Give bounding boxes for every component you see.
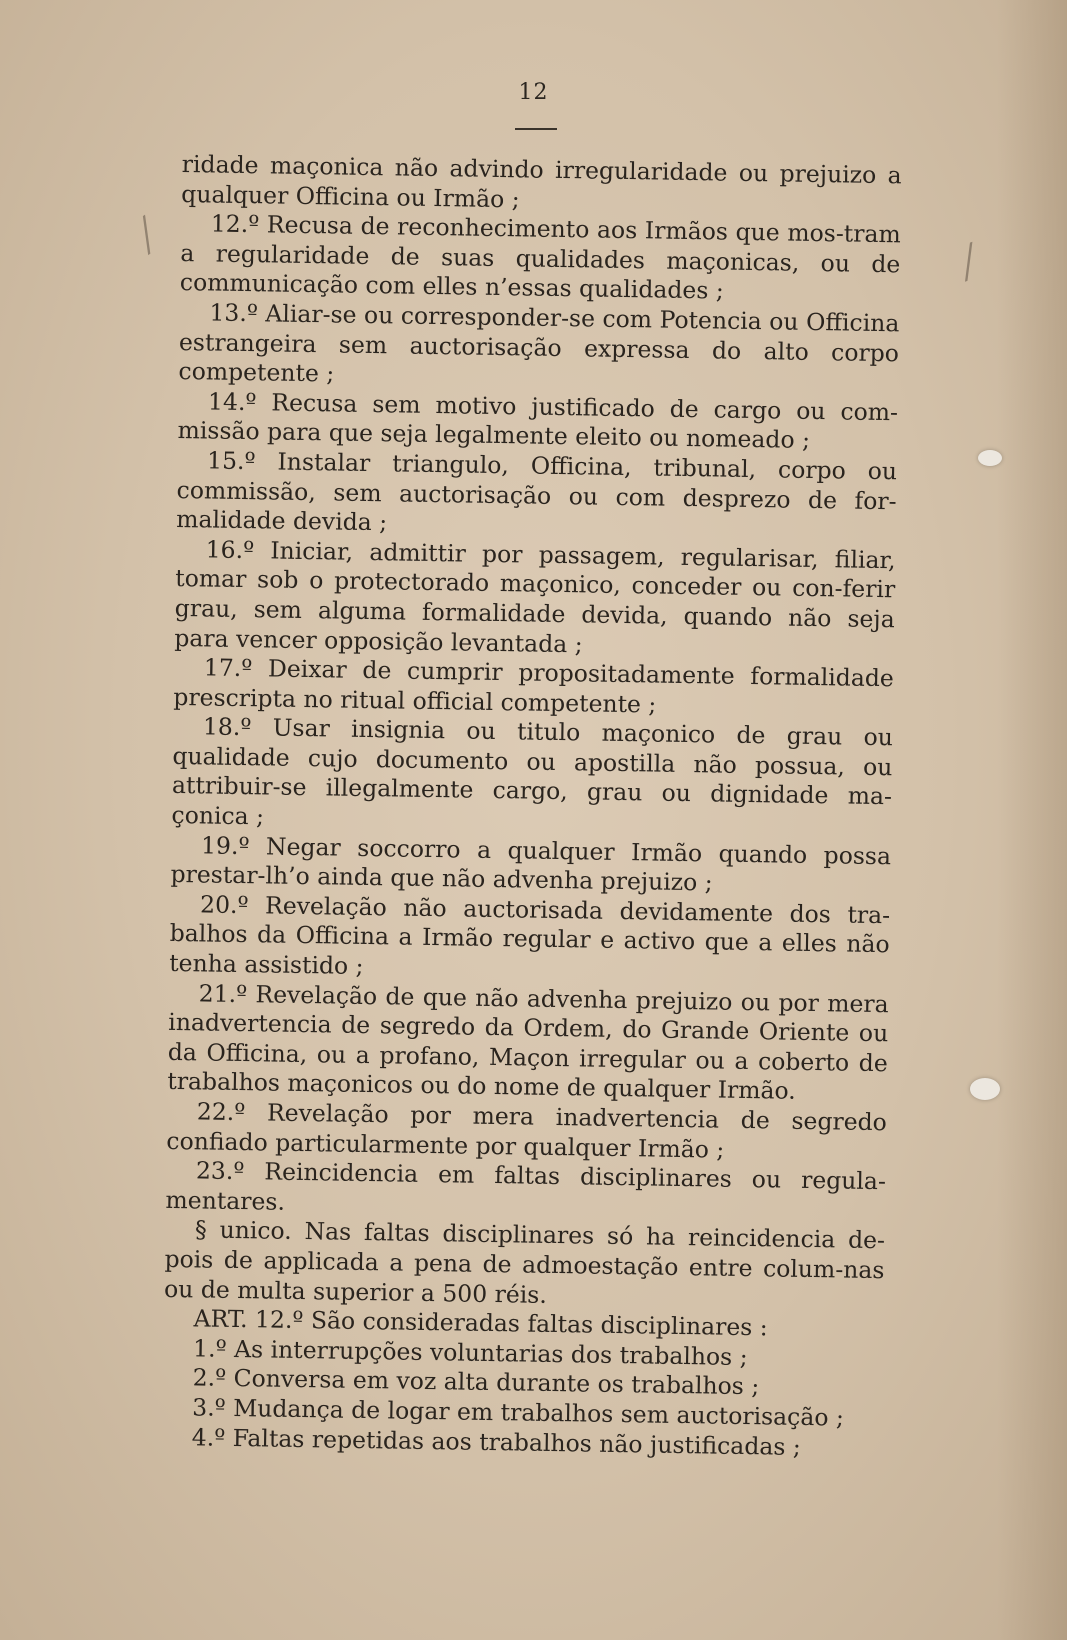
article-heading: ART. 12.º São consideradas faltas disciplinares : — [193, 1304, 768, 1342]
page-number: 12 — [518, 80, 549, 105]
paragraph: 19.º Negar soccorro a qualquer Irmão quando possa prestar-lh’o ainda que não advenha prejuizo ; — [170, 831, 892, 897]
paragraph: 22.º Revelação por mera inadvertencia de segredo confiado particularmente por qualquer Irmão ; — [166, 1097, 888, 1164]
list-item: 2.º Conversa em voz alta durante os trabalhos ; — [192, 1363, 760, 1401]
paragraph: 21.º Revelação de que não advenha prejuizo ou por mera inadvertencia de segredo da Ordem, do Grande Oriente ou da Officina, ou a profano, Maçon irregular ou a coberto de trabalhos maçonicos ou do nome de qualquer Irmão. — [167, 978, 889, 1106]
paragraph: 12.º Recusa de reconhecimento aos Irmãos que mos-tram a regularidade de suas qualidades maçonicas, ou de communicação com elles n’essas qualidades ; — [179, 209, 901, 305]
paragraph: 17.º Deixar de cumprir propositadamente formalidade prescripta no ritual official competente ; — [173, 653, 895, 719]
header-rule — [515, 128, 557, 130]
page-edge-shadow — [997, 0, 1067, 1640]
margin-pencil-mark-right: ╱ — [954, 242, 984, 283]
paragraph: 13.º Aliar-se ou corresponder-se com Potencia ou Officina estrangeira sem auctorisação expressa do alto corpo competente ; — [178, 298, 900, 388]
paragraph: 23.º Reincidencia em faltas disciplinares ou regula-mentares. — [165, 1156, 887, 1216]
list-item: 3.º Mudança de logar em trabalhos sem auctorisação ; — [192, 1393, 845, 1432]
margin-pencil-mark-left: ╱ — [129, 215, 165, 256]
paragraph: 15.º Instalar triangulo, Officina, tribunal, corpo ou commissão, sem auctorisação ou com desprezo de for-malidade devida ; — [175, 446, 898, 537]
paragraph: § unico. Nas faltas disciplinares só ha reincidencia de-pois de applicada a pena de admoestação entre colum-nas ou de multa superior a 500 réis. — [163, 1215, 886, 1309]
paragraph: 18.º Usar insignia ou titulo maçonico de grau ou qualidade cujo documento ou apostilla não possua, ou attribuir-se illegalmente cargo, grau ou dignidade ma-çonica ; — [171, 712, 894, 831]
list-item: 1.º As interrupções voluntarias dos trabalhos ; — [192, 1334, 748, 1371]
paragraph: ridade maçonica não advindo irregularidade ou prejuizo a qualquer Officina ou Irmão ; — [181, 150, 902, 213]
paper-damage-spot — [978, 450, 1002, 466]
paragraph: 14.º Recusa sem motivo justificado de cargo ou com-missão para que seja legalmente eleito ou nomeado ; — [177, 387, 899, 455]
paragraph: 16.º Iniciar, admittir por passagem, regularisar, filiar, tomar sob o protectorado maçonico, conceder ou con-ferir grau, sem alguma formalidade devida, quando não seja para vencer opposição levantada ; — [174, 535, 896, 658]
list-item: 4.º Faltas repetidas aos trabalhos não justificadas ; — [191, 1422, 802, 1461]
paragraph: 20.º Revelação não auctorisada devidamente dos tra-balhos da Officina a Irmão regular e activo que a elles não tenha assistido ; — [169, 890, 891, 980]
paper-damage-spot — [970, 1078, 1000, 1100]
body-text — [162, 150, 902, 1463]
